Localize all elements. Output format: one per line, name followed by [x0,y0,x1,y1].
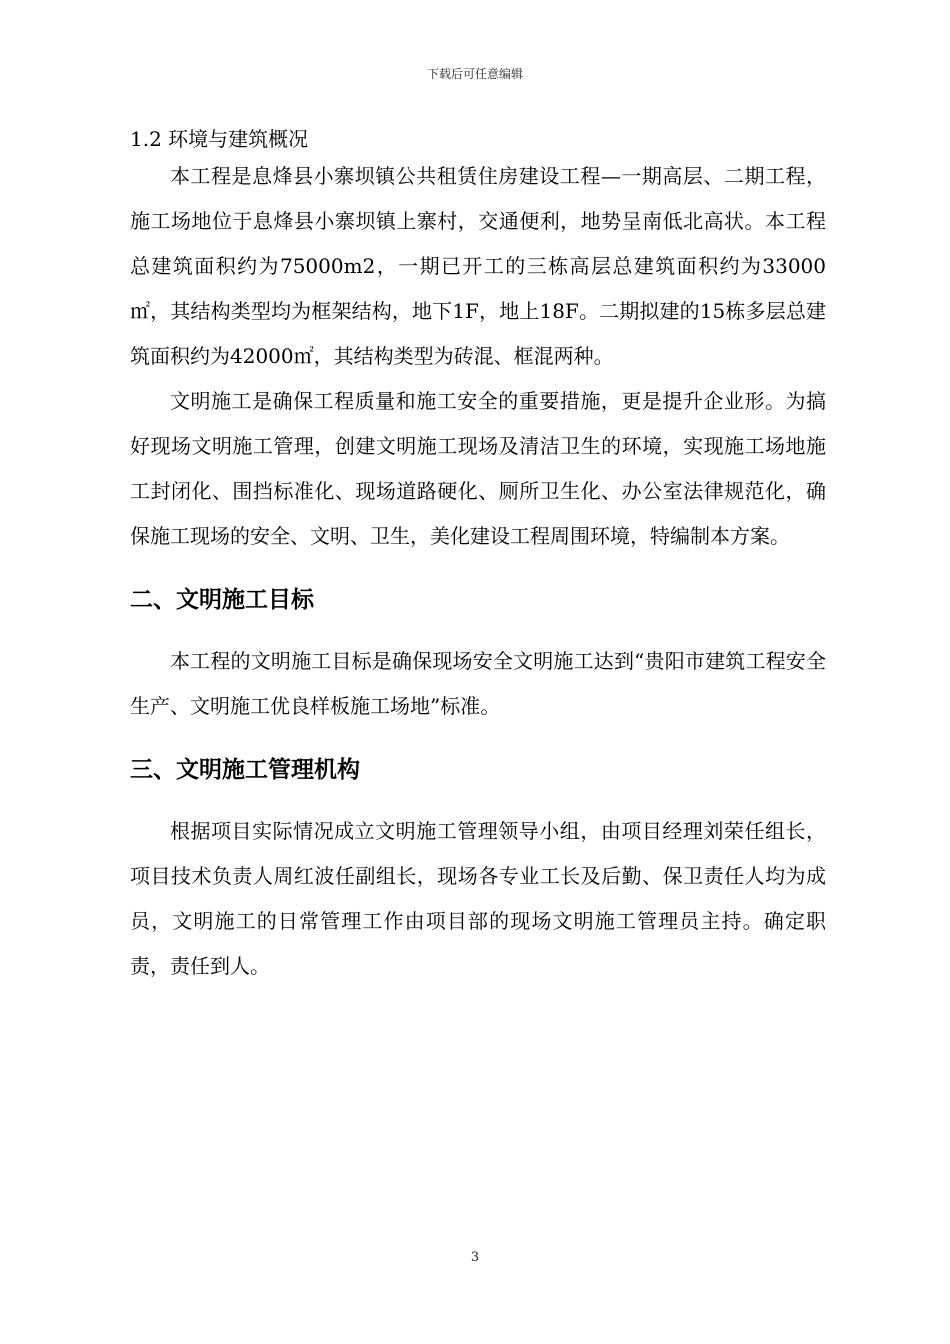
section-1-2-paragraph-overview: 本工程是息烽县小寨坝镇公共租赁住房建设工程—一期高层、二期工程，施工场地位于息烽县小寨坝镇上寨村，交通便利，地势呈南低北高状。本工程总建筑面积约为75000m2，一期已开工的三栋高层总建筑面积约为33000㎡，其结构类型均为框架结构，地下1F，地上18F。二期拟建的15栋多层总建筑面积约为42000㎡，其结构类型为砖混、框混两种。 [130,164,826,368]
section-2-paragraph: 本工程的文明施工目标是确保现场安全文明施工达到“贵阳市建筑工程安全生产、文明施工优良样板施工场地”标准。 [130,649,826,718]
section-2-heading: 二、文明施工目标 [130,587,314,613]
document-body [130,124,826,989]
page-number: 3 [470,1250,480,1265]
section-3-heading: 三、文明施工管理机构 [130,757,360,783]
section-1-2-heading: 1.2 环境与建筑概况 [130,127,309,151]
section-3-paragraph: 根据项目实际情况成立文明施工管理领导小组，由项目经理刘荣任组长，项目技术负责人周红波任副组长，现场各专业工长及后勤、保卫责任人均为成员，文明施工的日常管理工作由项目部的现场文明施工管理员主持。确定职责，责任到人。 [130,819,826,978]
section-1-2-paragraph-civilized-construction: 文明施工是确保工程质量和施工安全的重要措施，更是提升企业形。为搞好现场文明施工管理，创建文明施工现场及清洁卫生的环境，实现施工场地施工封闭化、围挡标准化、现场道路硬化、厕所卫生化、办公室法律规范化，确保施工现场的安全、文明、卫生，美化建设工程周围环境，特编制本方案。 [130,389,826,548]
header-editable-note: 下载后可任意编辑 [426,67,523,81]
